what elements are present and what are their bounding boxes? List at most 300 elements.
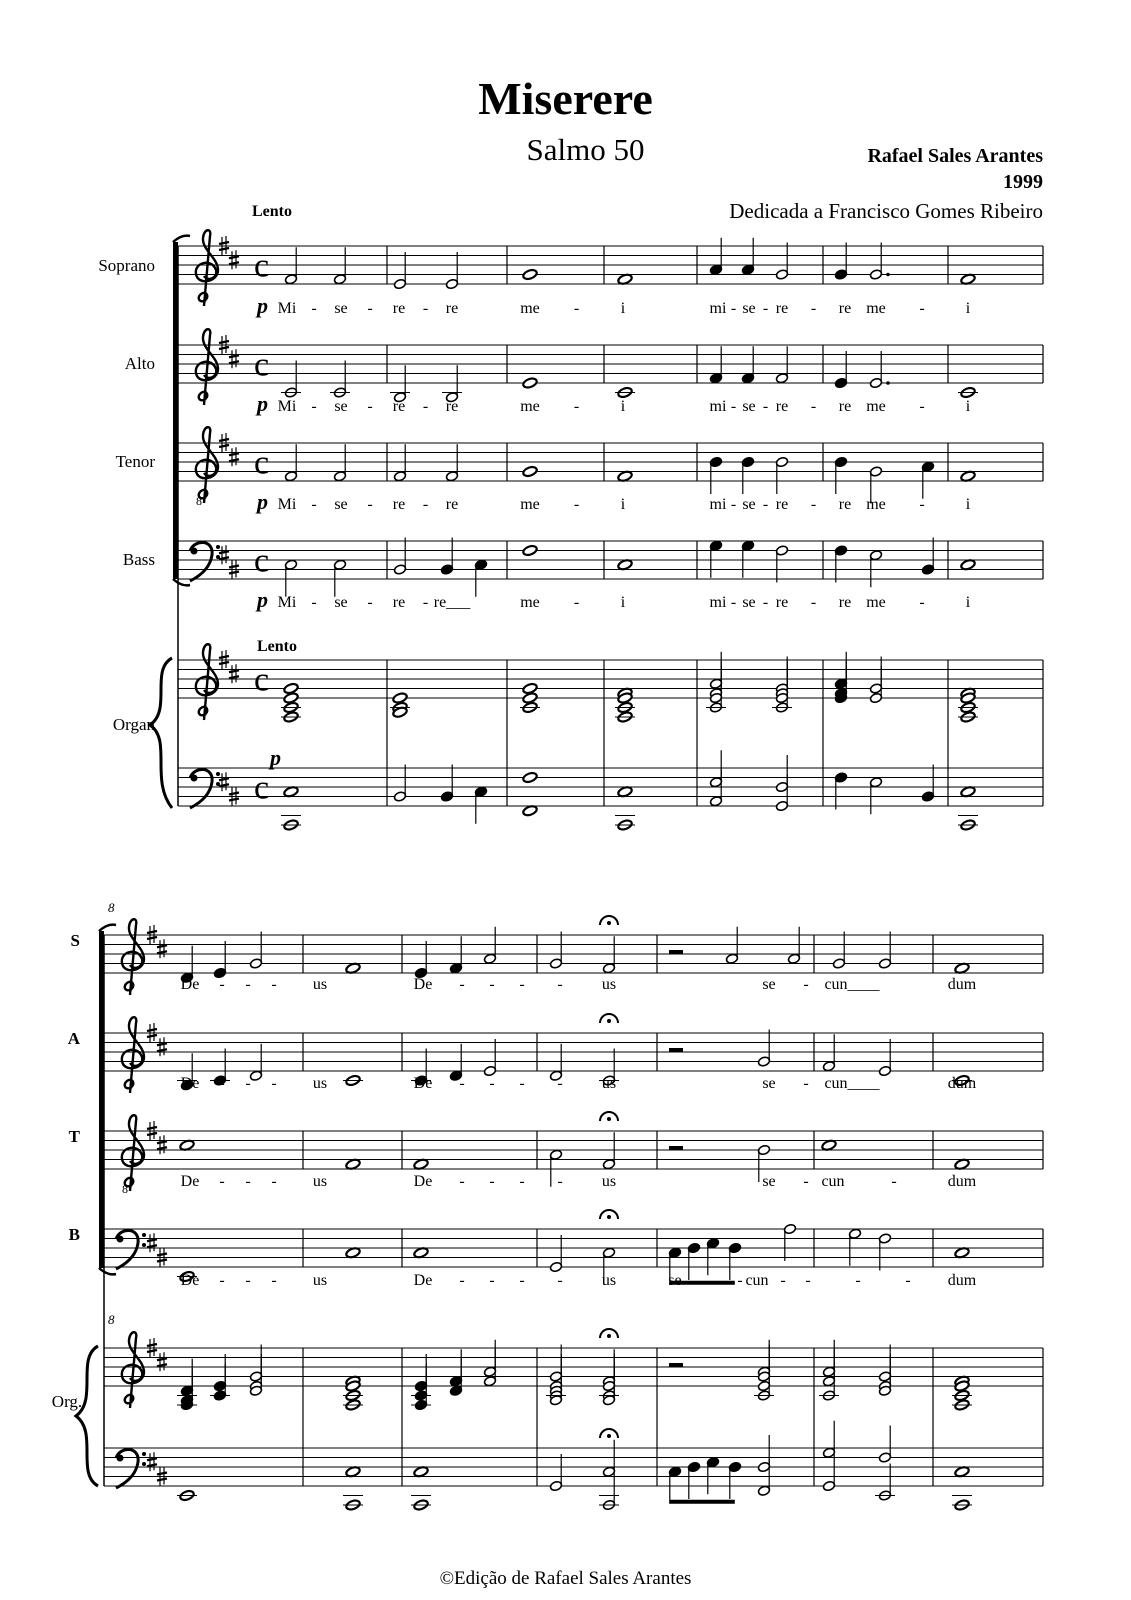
lyric-syllable: se xyxy=(742,496,756,513)
whole-note xyxy=(952,1496,972,1512)
lyric-syllable: De xyxy=(413,1272,433,1289)
lyric-syllable: mi xyxy=(709,398,727,415)
lyric-hyphen: - xyxy=(245,1272,251,1289)
lyric-hyphen: - xyxy=(557,976,563,993)
lyric-syllable: me xyxy=(866,496,886,513)
quarter-note xyxy=(728,1461,741,1499)
treble-clef xyxy=(196,427,218,503)
bass-clef xyxy=(190,542,220,581)
lyric-hyphen: - xyxy=(489,976,495,993)
half-note xyxy=(878,1233,891,1271)
staff-label-organ: Organ xyxy=(112,715,155,734)
sharp-sign xyxy=(229,447,239,466)
lyric-syllable: dum xyxy=(947,1272,977,1289)
half-note xyxy=(775,545,788,583)
whole-note xyxy=(958,816,978,832)
quarter-note xyxy=(741,238,754,276)
lyric-hyphen: - xyxy=(367,398,373,415)
lyric-syllable: cun xyxy=(821,1173,845,1190)
lyric-syllable: us xyxy=(312,1075,328,1092)
lyric-hyphen: - xyxy=(891,1173,897,1190)
augmentation-dot xyxy=(886,381,890,385)
lyric-hyphen: - xyxy=(311,398,317,415)
choir-bracket xyxy=(173,236,190,242)
quarter-note xyxy=(921,461,934,499)
quarter-note xyxy=(709,346,722,384)
lyric-hyphen: - xyxy=(919,300,925,317)
half-note xyxy=(249,1044,262,1082)
lyric-syllable: De xyxy=(180,1272,200,1289)
lyric-syllable: us xyxy=(312,1173,328,1190)
half-note xyxy=(393,444,406,482)
lyric-syllable: mi xyxy=(709,300,727,317)
lyric-hyphen: - xyxy=(557,1173,563,1190)
whole-note xyxy=(522,268,538,280)
half-note xyxy=(832,932,845,970)
lyric-syllable: re xyxy=(775,496,789,513)
treble-clef xyxy=(122,1115,144,1191)
sharp-sign xyxy=(229,250,239,269)
lyric-syllable: cun____ xyxy=(824,976,880,993)
sharp-sign xyxy=(219,772,229,791)
lyric-hyphen: - xyxy=(271,976,277,993)
half-note xyxy=(549,1454,562,1492)
lyric-syllable: re xyxy=(445,496,459,513)
lyric-hyphen: - xyxy=(919,594,925,611)
half-note xyxy=(822,1421,835,1459)
choir-bracket xyxy=(173,579,190,585)
lyric-syllable: dum xyxy=(947,976,977,993)
lyric-hyphen: - xyxy=(810,398,817,415)
half-note xyxy=(333,247,346,285)
lyric-hyphen: - xyxy=(489,1272,495,1289)
half-note xyxy=(330,361,350,399)
fermata xyxy=(600,1014,618,1023)
lyric-hyphen: - xyxy=(271,1075,277,1092)
lyric-syllable: i xyxy=(620,496,626,513)
lyric-syllable: me xyxy=(866,594,886,611)
lyric-syllable: us xyxy=(312,976,328,993)
lyric-hyphen: - xyxy=(459,1173,465,1190)
quarter-note xyxy=(440,765,453,803)
quarter-note xyxy=(474,559,487,597)
lyric-hyphen: - xyxy=(573,594,580,611)
lyric-syllable: Mi xyxy=(277,300,297,317)
half-note xyxy=(783,1223,796,1261)
staff-label-short: Org. xyxy=(51,1392,83,1411)
lyric-hyphen: - xyxy=(519,976,525,993)
lyric-hyphen: - xyxy=(489,1173,495,1190)
lyric-hyphen: - xyxy=(803,976,809,993)
lyric-hyphen: - xyxy=(422,300,429,317)
copyright-footer: ©Edição de Rafael Sales Arantes xyxy=(439,1568,692,1589)
lyric-syllable: re xyxy=(392,300,406,317)
lyric-hyphen: - xyxy=(730,398,737,415)
treble-clef xyxy=(122,919,144,995)
lyric-hyphen: - xyxy=(855,1272,861,1289)
lyric-syllable: Mi xyxy=(277,594,297,611)
half-rest xyxy=(669,1048,683,1053)
half-note xyxy=(602,1440,615,1478)
quarter-note xyxy=(213,941,226,979)
lyric-syllable: re___ xyxy=(433,594,471,611)
staff-label-short: S xyxy=(70,931,80,950)
measure-number: 8 xyxy=(108,900,115,915)
half-note xyxy=(393,765,406,803)
half-note xyxy=(393,538,406,576)
half-note xyxy=(393,252,406,290)
lyric-hyphen: - xyxy=(780,1272,786,1289)
lyric-hyphen: - xyxy=(271,1173,277,1190)
quarter-note xyxy=(921,538,934,576)
lyric-hyphen: - xyxy=(219,1173,225,1190)
half-note xyxy=(775,456,788,494)
time-signature: c xyxy=(254,346,270,384)
staff-label-bass: Bass xyxy=(122,550,155,569)
half-note xyxy=(822,1454,835,1492)
piece-title: Miserere xyxy=(478,73,653,124)
whole-note xyxy=(520,701,540,713)
lyric-syllable: i xyxy=(620,300,626,317)
quarter-note xyxy=(834,243,847,281)
lyric-syllable: us xyxy=(601,1173,617,1190)
half-note xyxy=(284,247,297,285)
lyric-hyphen: - xyxy=(367,496,373,513)
half-note xyxy=(822,1034,835,1072)
half-note xyxy=(249,932,262,970)
quarter-note xyxy=(741,456,754,494)
lyric-hyphen: - xyxy=(805,1272,811,1289)
lyric-hyphen: - xyxy=(557,1272,563,1289)
half-note xyxy=(284,444,297,482)
lyric-syllable: re xyxy=(838,398,852,415)
lyric-hyphen: - xyxy=(422,496,429,513)
lyric-hyphen: - xyxy=(459,1272,465,1289)
lyric-hyphen: - xyxy=(730,496,737,513)
staff-label-short: A xyxy=(67,1029,80,1048)
lyric-hyphen: - xyxy=(367,594,373,611)
quarter-note xyxy=(706,1238,719,1276)
lyric-hyphen: - xyxy=(810,496,817,513)
lyric-syllable: me xyxy=(866,300,886,317)
dynamic-piano: p xyxy=(270,745,281,770)
quarter-note xyxy=(414,941,427,979)
lyric-syllable: se xyxy=(762,1075,776,1092)
sharp-sign xyxy=(157,1037,167,1056)
lyric-syllable: re xyxy=(838,496,852,513)
lyric-syllable: De xyxy=(180,1075,200,1092)
lyric-syllable: re xyxy=(392,398,406,415)
lyric-hyphen: - xyxy=(519,1075,525,1092)
half-note xyxy=(787,927,800,965)
treble-clef xyxy=(196,329,218,405)
lyric-syllable: se xyxy=(742,300,756,317)
quarter-note xyxy=(834,772,847,810)
half-note xyxy=(281,361,301,399)
half-note xyxy=(869,243,882,281)
lyric-syllable: Mi xyxy=(277,496,297,513)
dedication: Dedicada a Francisco Gomes Ribeiro xyxy=(729,199,1043,223)
quarter-note xyxy=(921,765,934,803)
lyric-hyphen: - xyxy=(762,496,769,513)
lyric-syllable: re xyxy=(392,594,406,611)
time-signature: c xyxy=(254,661,270,699)
lyric-hyphen: - xyxy=(762,300,769,317)
lyric-syllable: re xyxy=(775,300,789,317)
lyric-syllable: re xyxy=(445,398,459,415)
octave-indicator: 8 xyxy=(122,1182,128,1196)
staff-label-alto: Alto xyxy=(124,354,155,373)
lyric-syllable: i xyxy=(965,300,971,317)
lyric-syllable: se xyxy=(742,398,756,415)
lyric-hyphen: - xyxy=(367,300,373,317)
fermata xyxy=(600,1210,618,1219)
lyric-hyphen: - xyxy=(803,1173,809,1190)
half-note xyxy=(333,559,346,597)
half-note xyxy=(775,774,788,812)
half-rest xyxy=(669,1146,683,1151)
half-note xyxy=(709,769,722,807)
whole-note xyxy=(411,1496,431,1512)
lyric-hyphen: - xyxy=(730,300,737,317)
quarter-note xyxy=(449,936,462,974)
half-note xyxy=(549,932,562,970)
half-note xyxy=(333,444,346,482)
treble-clef xyxy=(122,1332,144,1408)
lyric-syllable: me xyxy=(866,398,886,415)
lyric-syllable: mi xyxy=(709,594,727,611)
quarter-note xyxy=(474,786,487,824)
lyric-syllable: De xyxy=(413,1173,433,1190)
whole-note xyxy=(390,706,410,718)
choir-bracket xyxy=(99,1268,116,1274)
lyric-hyphen: - xyxy=(271,1272,277,1289)
lyric-hyphen: - xyxy=(730,594,737,611)
whole-note xyxy=(522,465,538,477)
lyric-hyphen: - xyxy=(905,1272,911,1289)
bass-clef xyxy=(116,1230,146,1269)
lyric-syllable: re xyxy=(445,300,459,317)
measure-number: 8 xyxy=(108,1312,115,1327)
lyric-syllable: se xyxy=(668,1272,682,1289)
sharp-sign xyxy=(157,1352,167,1371)
quarter-note xyxy=(668,1466,681,1504)
beam xyxy=(670,1500,735,1504)
half-note xyxy=(483,927,496,965)
lyric-syllable: Mi xyxy=(277,398,297,415)
half-note xyxy=(875,1464,895,1502)
whole-note xyxy=(958,386,978,398)
lyric-hyphen: - xyxy=(459,976,465,993)
half-note xyxy=(869,777,882,815)
half-note xyxy=(549,1235,562,1273)
piece-subtitle: Salmo 50 xyxy=(526,132,645,167)
augmentation-dot xyxy=(886,273,890,277)
lyric-syllable: re xyxy=(392,496,406,513)
whole-note xyxy=(615,386,635,398)
lyric-hyphen: - xyxy=(245,1075,251,1092)
lyric-syllable: se xyxy=(334,496,348,513)
time-signature: c xyxy=(254,769,270,807)
half-note xyxy=(602,1132,615,1170)
whole-note xyxy=(615,816,635,832)
half-note xyxy=(878,1039,891,1077)
lyric-hyphen: - xyxy=(573,398,580,415)
lyric-hyphen: - xyxy=(803,1075,809,1092)
whole-note xyxy=(281,816,301,832)
lyric-syllable: se xyxy=(762,1173,776,1190)
organ-brace xyxy=(76,1346,98,1486)
half-note xyxy=(725,927,738,965)
half-note xyxy=(878,1426,891,1464)
whole-note xyxy=(177,1489,197,1501)
half-note xyxy=(445,444,458,482)
bass-clef xyxy=(116,1449,146,1488)
fermata xyxy=(600,916,618,925)
lyric-syllable: i xyxy=(965,398,971,415)
quarter-note xyxy=(834,456,847,494)
lyric-hyphen: - xyxy=(245,976,251,993)
treble-clef xyxy=(122,1017,144,1093)
lyric-syllable: se xyxy=(334,300,348,317)
tempo-marking-organ: Lento xyxy=(257,638,297,655)
quarter-note xyxy=(709,456,722,494)
sharp-sign xyxy=(147,1452,157,1471)
staff-label-short: B xyxy=(68,1225,80,1244)
lyric-syllable: se xyxy=(762,976,776,993)
quarter-note xyxy=(741,346,754,384)
lyric-hyphen: - xyxy=(810,300,817,317)
half-note xyxy=(775,346,788,384)
lyric-hyphen: - xyxy=(919,398,925,415)
lyric-hyphen: - xyxy=(219,1075,225,1092)
lyric-syllable: cun____ xyxy=(824,1075,880,1092)
lyric-hyphen: - xyxy=(311,594,317,611)
half-rest xyxy=(669,950,683,955)
whole-note xyxy=(522,544,538,556)
lyric-syllable: De xyxy=(180,1173,200,1190)
lyric-syllable: i xyxy=(965,594,971,611)
treble-clef xyxy=(196,644,218,720)
octave-indicator: 8 xyxy=(196,494,202,508)
lyric-syllable: De xyxy=(413,976,433,993)
fermata xyxy=(600,1429,618,1438)
lyric-hyphen: - xyxy=(737,1272,743,1289)
sharp-sign xyxy=(219,545,229,564)
staff-label-soprano: Soprano xyxy=(98,256,155,275)
lyric-hyphen: - xyxy=(489,1075,495,1092)
staff-label-tenor: Tenor xyxy=(115,452,155,471)
half-note xyxy=(284,559,297,597)
composition-year: 1999 xyxy=(1003,171,1043,193)
lyric-syllable: i xyxy=(965,496,971,513)
dynamic-piano: p xyxy=(257,489,268,514)
half-note xyxy=(869,351,882,389)
tempo-marking: Lento xyxy=(252,203,292,220)
lyric-syllable: cun xyxy=(745,1272,769,1289)
half-note xyxy=(445,252,458,290)
lyric-syllable: dum xyxy=(947,1173,977,1190)
lyric-syllable: i xyxy=(620,594,626,611)
lyric-hyphen: - xyxy=(219,976,225,993)
quarter-note xyxy=(709,238,722,276)
lyric-hyphen: - xyxy=(422,398,429,415)
lyric-syllable: me xyxy=(520,300,540,317)
dynamic-piano: p xyxy=(257,293,268,318)
whole-note xyxy=(343,1074,363,1086)
whole-note xyxy=(522,377,538,389)
lyric-syllable: us xyxy=(601,1272,617,1289)
lyric-hyphen: - xyxy=(311,300,317,317)
half-note xyxy=(869,550,882,588)
quarter-note xyxy=(709,540,722,578)
time-signature: c xyxy=(254,542,270,580)
lyric-syllable: mi xyxy=(709,496,727,513)
lyric-syllable: dum xyxy=(947,1075,977,1092)
sharp-sign xyxy=(147,1233,157,1252)
staff-label-short: T xyxy=(68,1127,80,1146)
half-note xyxy=(599,1473,619,1511)
composer-name: Rafael Sales Arantes xyxy=(867,145,1043,167)
lyric-syllable: se xyxy=(334,594,348,611)
lyric-hyphen: - xyxy=(311,496,317,513)
sharp-sign xyxy=(229,664,239,683)
lyric-hyphen: - xyxy=(219,1272,225,1289)
time-signature: c xyxy=(254,247,270,285)
lyric-syllable: me xyxy=(520,594,540,611)
half-note xyxy=(775,243,788,281)
half-note xyxy=(757,1030,770,1068)
half-note xyxy=(848,1228,861,1266)
lyric-hyphen: - xyxy=(919,496,925,513)
time-signature: c xyxy=(254,444,270,482)
half-note xyxy=(602,936,615,974)
lyric-syllable: De xyxy=(413,1075,433,1092)
lyric-hyphen: - xyxy=(573,300,580,317)
sharp-sign xyxy=(157,939,167,958)
whole-note xyxy=(343,1496,363,1512)
treble-clef xyxy=(196,230,218,306)
half-note xyxy=(878,932,891,970)
lyric-hyphen: - xyxy=(245,1173,251,1190)
dynamic-piano: p xyxy=(257,587,268,612)
choir-bracket xyxy=(99,925,116,931)
lyric-hyphen: - xyxy=(810,594,817,611)
sharp-sign xyxy=(157,1135,167,1154)
lyric-syllable: me xyxy=(520,398,540,415)
lyric-syllable: us xyxy=(601,976,617,993)
lyric-syllable: us xyxy=(601,1075,617,1092)
quarter-note xyxy=(687,1461,700,1499)
fermata xyxy=(600,1329,618,1338)
half-rest xyxy=(669,1363,683,1368)
lyric-syllable: se xyxy=(742,594,756,611)
lyric-syllable: se xyxy=(334,398,348,415)
quarter-note xyxy=(440,538,453,576)
quarter-note xyxy=(706,1457,719,1495)
lyric-syllable: us xyxy=(312,1272,328,1289)
lyric-hyphen: - xyxy=(762,594,769,611)
lyric-hyphen: - xyxy=(519,1173,525,1190)
lyric-syllable: De xyxy=(180,976,200,993)
lyric-hyphen: - xyxy=(519,1272,525,1289)
lyric-syllable: i xyxy=(620,398,626,415)
quarter-note xyxy=(687,1242,700,1280)
lyric-syllable: re xyxy=(775,398,789,415)
quarter-note xyxy=(834,545,847,583)
lyric-hyphen: - xyxy=(762,398,769,415)
bass-clef xyxy=(190,769,220,808)
